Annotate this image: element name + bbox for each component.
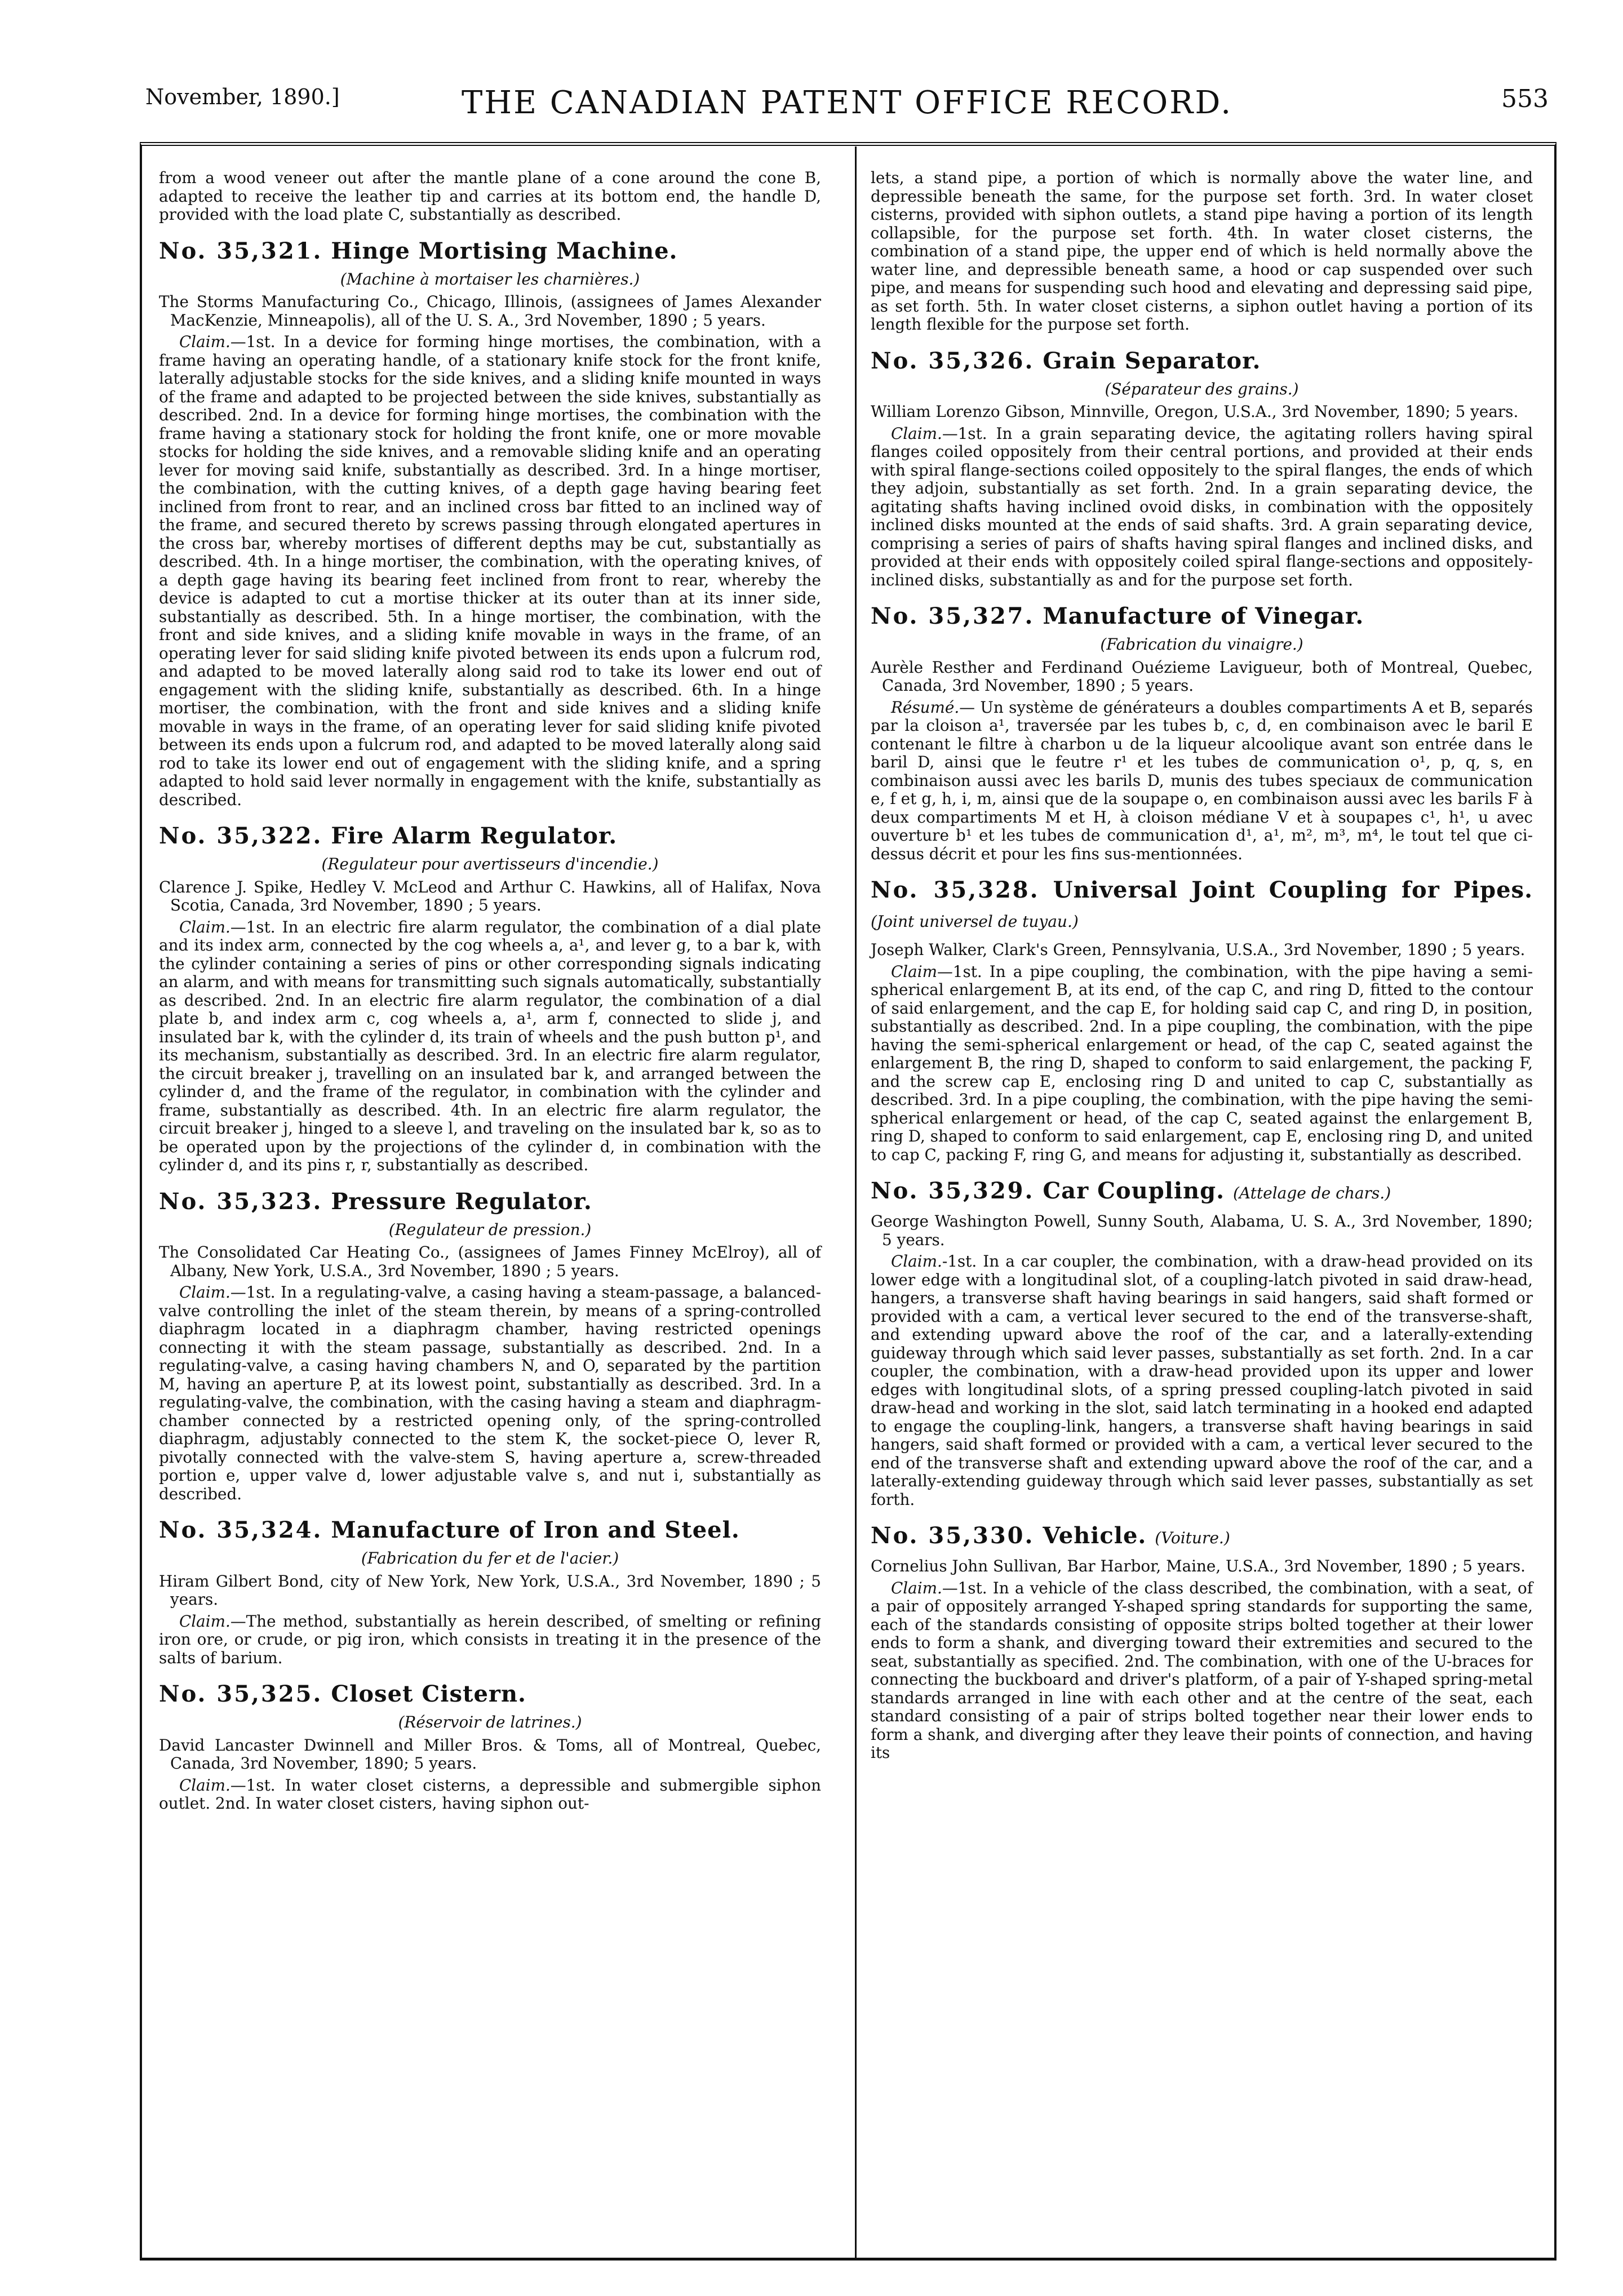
- claim-body: —1st. In a regulating-valve, a casing having a steam-passage, a balanced-valve controlling the inlet of the steam therein, by means of a spring-controlled diaphragm located in a diaphragm chamber, having restricted openings connecting it with the steam passage, substantially as described. 2nd. In a regulating-valve, a casing having chambers N, and O, separated by the partition M, having an aperture P, at its lowest point, substantially as described. 3rd. In a regulating-valve, the combination, with the casing having a steam and diaphragm-chamber connected by a restricted opening only, of the spring-controlled diaphragm, adjustably connected to the stem K, the socket-piece O, lever R, pivotally connected with the valve-stem S, having aperture a, screw-threaded portion e, upper valve d, lower adjustable valve s, and nut i, substantially as described.: [159, 1283, 821, 1503]
- patent-heading: [871, 1521, 1533, 1553]
- claim-text: [871, 1579, 1533, 1762]
- patent-entry-35329: [871, 1176, 1533, 1509]
- patent-number: No. 35,328.: [871, 877, 1040, 903]
- french-title: (Regulateur pour avertisseurs d'incendie.): [321, 855, 659, 873]
- right-column: [871, 169, 1533, 1762]
- patent-title: Manufacture of Iron and Steel.: [331, 1517, 740, 1543]
- claim-body: — Un système de générateurs a doubles compartiments A et B, separés par la cloison a¹, traversée par les tubes b, c, d, en combinaison avec le baril E contenant le filtre à charbon u de la liqueur alcoolique avant son entrée dans le baril D, ainsi que le feutre r¹ et les tubes de communication o¹, p, q, s, en combinaison aussi avec les barils D, munis des tubes speciaux de communication e, f et g, h, i, m, ainsi que de la soupape o, en combinaison aussi avec les barils F à deux compartiments M et H, à cloison médiane V et à soupapes c¹, h¹, u avec ouverture b¹ et les tubes de communication d¹, a¹, m², m³, m⁴, le tout tel que ci-dessus décrit et pour les fins sus-mentionnées.: [871, 698, 1533, 863]
- patent-entry-35323: [159, 1187, 821, 1504]
- claim-label: Claim.: [891, 424, 942, 443]
- claim-label: Claim.: [891, 1578, 942, 1597]
- patent-heading: [159, 821, 821, 851]
- french-title: (Attelage de chars.): [1232, 1184, 1391, 1202]
- patent-title: Hinge Mortising Machine.: [331, 237, 678, 264]
- french-title: (Joint universel de tuyau.): [871, 912, 1079, 931]
- continuation-text: from a wood veneer out after the mantle plane of a cone around the cone B, adapted to receive the leather tip and carries at its bottom end, the handle D, provided with the load plate C, substantially as described.: [159, 168, 821, 224]
- patent-title: Grain Separator.: [1043, 347, 1261, 374]
- patent-number: No. 35,325.: [159, 1681, 323, 1707]
- patentee-info: Clarence J. Spike, Hedley V. McLeod and Arthur C. Hawkins, all of Halifax, Nova Scotia, Canada, 3rd November, 1890 ; 5 years.: [159, 877, 821, 914]
- patent-entry-35321: [159, 237, 821, 810]
- patentee-info: The Consolidated Car Heating Co., (assignees of James Finney McElroy), all of Albany, New York, U.S.A., 3rd November, 1890 ; 5 years.: [159, 1243, 821, 1280]
- claim-text: [159, 918, 821, 1175]
- claim-body: —The method, substantially as herein described, of smelting or refining iron ore, or crude, or pig iron, which consists in treating it in the presence of the salts of barium.: [159, 1611, 821, 1667]
- claim-text: [871, 963, 1533, 1165]
- claim-body: —1st. In a grain separating device, the agitating rollers having spiral flanges coiled oppositely from their central portions, and provided at their ends with spiral flange-sections coiled oppositely to the spiral flanges, the ends of which they adjoin, substantially as set forth. 2nd. In a grain separating device, the agitating shafts having inclined ovoid disks, in combination with the oppositely inclined disks mounted at the ends of said shafts. 3rd. A grain separating device, comprising a series of pairs of shafts having spiral flanges and inclined disks, and provided at their ends with oppositely coiled spiral flange-sections and oppositely-inclined disks, substantially as and for the purpose set forth.: [871, 424, 1533, 589]
- patent-entry-35328: [871, 876, 1533, 1164]
- patentee-info: Aurèle Resther and Ferdinand Ouézieme Lavigueur, both of Montreal, Quebec, Canada, 3rd November, 1890 ; 5 years.: [871, 658, 1533, 695]
- patent-entry-35327: [871, 602, 1533, 863]
- patent-heading: [871, 1176, 1533, 1208]
- claim-body: —1st. In a device for forming hinge mortises, the combination, with a frame having an operating handle, of a stationary knife stock for the front knife, laterally adjustable stocks for the side knives, and a sliding knife mounted in ways of the frame and adapted to be projected between the side knives, substantially as described. 2nd. In a device for forming hinge mortises, the combination with the frame having a stationary stock for holding the front knife, one or more movable stocks for holding the side knives, and a removable sliding knife and an operating lever for moving said knife, substantially as described. 3rd. In a hinge mortiser, the combination, with the cutting knives, of a depth gage having bearing feet inclined from front to rear, and an inclined cross bar fitted to an inclined way of the frame, and secured thereto by screws passing through elongated apertures in the cross bar, whereby mortises of different depths may be cut, substantially as described. 4th. In a hinge mortiser, the combination, with the operating knives, of a depth gage having its bearing feet inclined from front to rear, whereby the device is adapted to cut a mortise thicker at its outer than at its inner side, substantially as described. 5th. In a hinge mortiser, the combination, with the front and side knives, and a sliding knife movable in ways in the frame, of an operating lever for said sliding knife pivoted between its ends upon a fulcrum rod, and adapted to be moved laterally along said rod to take its lower end out of engagement with the sliding knife, substantially as described. 6th. In a hinge mortiser, the combination, with the front and side knives and a sliding knife movable in ways in the frame, of an operating lever for said sliding knife pivoted between its ends upon a fulcrum rod, and adapted to be moved laterally along said rod to take its lower end out of engagement with the sliding knife, and a spring adapted to hold said lever normally in engagement with the knife, substantially as described.: [159, 332, 821, 809]
- patent-number: No. 35,329.: [871, 1178, 1035, 1204]
- page-number: 553: [1501, 85, 1549, 113]
- claim-body: -1st. In a car coupler, the combination, with a draw-head provided on its lower edge with a longitudinal slot, of a coupling-latch pivoted in said draw-head, hangers, a transverse shaft having bearings in said hangers, said shaft formed or provided with a cam, a vertical lever secured to the end of the transverse-shaft, and extending upward above the roof of the car, and a laterally-extending guideway through which said lever passes, substantially as set forth. 2nd. In a car coupler, the combination, with a draw-head provided upon its upper and lower edges with longitudinal slots, of a spring pressed coupling-latch pivoted in said draw-head and working in the slot, said latch terminating in a hooked end adapted to engage the coupling-link, hangers, a transverse shaft having bearings in said hangers, said shaft formed or provided with a cam, a vertical lever secured to the end of the transverse shaft and extending upward above the roof of the car, and a laterally-extending guideway through which said lever passes, substantially as set forth.: [871, 1252, 1533, 1509]
- patent-entry-35324: [159, 1516, 821, 1667]
- header-title: THE CANADIAN PATENT OFFICE RECORD.: [461, 85, 1233, 121]
- patent-title: Pressure Regulator.: [331, 1188, 592, 1215]
- continuation-text: lets, a stand pipe, a portion of which is normally above the water line, and depressible beneath the same, for the purpose set forth. 3rd. In water closet cisterns, provided with siphon outlets, a stand pipe having a portion of its length collapsible, for the purpose set forth. 4th. In water closet cisterns, the combination of a stand pipe, the upper end of which is held normally above the water line, and depressible beneath same, a hood or cap suspended over such pipe, and means for suspending such hood and elevating and depressing said pipe, as set forth. 5th. In water closet cisterns, a siphon outlet having a portion of its length flexible for the purpose set forth.: [871, 168, 1533, 334]
- patent-entry-35326: [871, 347, 1533, 590]
- patent-heading: [159, 1187, 821, 1216]
- patentee-info: Cornelius John Sullivan, Bar Harbor, Maine, U.S.A., 3rd November, 1890 ; 5 years.: [871, 1557, 1526, 1575]
- claim-text: [159, 1284, 821, 1503]
- patentee-info: Hiram Gilbert Bond, city of New York, New York, U.S.A., 3rd November, 1890 ; 5 years.: [159, 1571, 821, 1609]
- patent-heading: [159, 237, 821, 266]
- page-header: [145, 85, 1549, 124]
- patent-number: No. 35,324.: [159, 1517, 323, 1543]
- patentee-info: David Lancaster Dwinnell and Miller Bros. & Toms, all of Montreal, Quebec, Canada, 3rd November, 1890; 5 years.: [159, 1735, 821, 1773]
- french-title: (Fabrication du vinaigre.): [1100, 635, 1303, 654]
- claim-label: Claim.: [179, 917, 230, 936]
- patent-title: Universal Joint Coupling for Pipes.: [1053, 877, 1533, 903]
- claim-label: Claim.: [891, 1252, 942, 1271]
- patent-heading: [159, 1680, 821, 1709]
- column-divider: [855, 146, 857, 2258]
- patent-number: No. 35,330.: [871, 1522, 1035, 1549]
- patent-entry-35325: [159, 1680, 821, 1813]
- patent-number: No. 35,321.: [159, 237, 323, 264]
- claim-text: [871, 699, 1533, 864]
- patent-number: No. 35,323.: [159, 1188, 323, 1215]
- claim-text: [159, 1777, 821, 1813]
- patent-number: No. 35,326.: [871, 347, 1035, 374]
- claim-body: —1st. In a pipe coupling, the combination, with the pipe having a semi-spherical enlargement B, at its end, of the cap C, and ring D, fitted to the contour of said enlargement, and the cap E, for holding said cap C, and ring D, in position, substantially as described. 2nd. In a pipe coupling, the combination, with the pipe having the semi-spherical enlargement or head, of the cap C, seated against the enlargement B, the ring D, shaped to conform to said enlargement, the packing F, and the screw cap E, enclosing ring D and united to cap C, substantially as described. 3rd. In a pipe coupling, the combination, with the pipe having the semi-spherical enlargement or head, of the cap C, seated against the enlargement B, ring D, shaped to conform to said enlargement, cap E, enclosing ring D, and united to cap C, packing F, ring G, and means for adjusting it, substantially as described.: [871, 962, 1533, 1164]
- claim-label: Résumé.: [891, 698, 960, 717]
- patent-heading: [871, 876, 1533, 936]
- patentee-info: Joseph Walker, Clark's Green, Pennsylvania, U.S.A., 3rd November, 1890 ; 5 years.: [871, 940, 1526, 959]
- patentee-info: William Lorenzo Gibson, Minnville, Oregon, U.S.A., 3rd November, 1890; 5 years.: [871, 402, 1519, 421]
- claim-text: [159, 1613, 821, 1668]
- french-title: (Regulateur de pression.): [388, 1220, 592, 1239]
- claim-body: —1st. In an electric fire alarm regulator, the combination of a dial plate and its index arm, connected by the cog wheels a, a¹, and lever g, to a bar k, with the cylinder containing a series of pins or other corresponding signals indicating an alarm, and with means for transmitting such signals automatically, substantially as described. 2nd. In an electric fire alarm regulator, the combination of a dial plate b, and index arm c, cog wheels a, a¹, arm f, connected to slide j, and insulated bar k, with the cylinder d, its train of wheels and the push button p¹, and its mechanism, substantially as described. 3rd. In an electric fire alarm regulator, the circuit breaker j, travelling on an insulated bar k, and arranged between the cylinder d, and the frame of the regulator, in combination with the cylinder and frame, substantially as described. 4th. In an electric fire alarm regulator, the circuit breaker j, hinged to a sleeve l, and traveling on the insulated bar k, so as to be operated upon by the projections of the cylinder d, in combination with the cylinder d, and its pins r, r, substantially as described.: [159, 917, 821, 1174]
- french-title: (Machine à mortaiser les charnières.): [340, 269, 640, 288]
- patent-number: No. 35,327.: [871, 603, 1035, 629]
- french-title: (Séparateur des grains.): [1105, 379, 1299, 398]
- patent-title: Fire Alarm Regulator.: [331, 823, 618, 849]
- patent-heading: [159, 1516, 821, 1545]
- left-column: [159, 169, 821, 1813]
- claim-text: [159, 333, 821, 809]
- patent-number: No. 35,322.: [159, 823, 323, 849]
- claim-label: Claim.: [179, 332, 230, 351]
- claim-label: Claim.: [179, 1611, 230, 1631]
- patent-entry-35322: [159, 821, 821, 1175]
- patentee-info: The Storms Manufacturing Co., Chicago, Illinois, (assignees of James Alexander MacKenzie, Minneapolis), all of the U. S. A., 3rd November, 1890 ; 5 years.: [159, 292, 821, 330]
- french-title: (Voiture.): [1155, 1529, 1230, 1547]
- patent-title: Manufacture of Vinegar.: [1043, 603, 1364, 629]
- claim-body: —1st. In water closet cisterns, a depressible and submergible siphon outlet. 2nd. In water closet cisters, having siphon out-: [159, 1775, 821, 1813]
- french-title: (Réservoir de latrines.): [398, 1713, 582, 1731]
- claim-text: [871, 425, 1533, 590]
- patent-title: Vehicle.: [1043, 1522, 1147, 1549]
- patent-entry-35330: [871, 1521, 1533, 1762]
- claim-label: Claim: [891, 962, 937, 981]
- claim-label: Claim.: [179, 1283, 230, 1302]
- patent-heading: [871, 347, 1533, 376]
- patentee-info: George Washington Powell, Sunny South, Alabama, U. S. A., 3rd November, 1890; 5 years.: [871, 1212, 1533, 1249]
- claim-label: Claim.: [179, 1775, 230, 1795]
- patent-title: Closet Cistern.: [331, 1681, 526, 1707]
- patent-title: Car Coupling.: [1043, 1178, 1225, 1204]
- claim-text: [871, 1253, 1533, 1509]
- claim-body: —1st. In a vehicle of the class described, the combination, with a seat, of a pair of oppositely arranged Y-shaped spring standards for supporting the same, each of the standards consisting of opposite strips bolted together at their lower ends to form a shank, and diverging toward their extremities and secured to the seat, substantially as specified. 2nd. The combination, with one of the U-braces for connecting the buckboard and driver's platform, of a pair of Y-shaped spring-metal standards arranged in line with each other and at the centre of the seat, each standard consisting of a pair of strips bolted together near their lower ends to form a shank, and diverging after they leave their points of connection, and having its: [871, 1578, 1533, 1762]
- patent-heading: [871, 602, 1533, 631]
- french-title: (Fabrication du fer et de l'acier.): [361, 1549, 619, 1567]
- header-date: November, 1890.]: [145, 85, 340, 109]
